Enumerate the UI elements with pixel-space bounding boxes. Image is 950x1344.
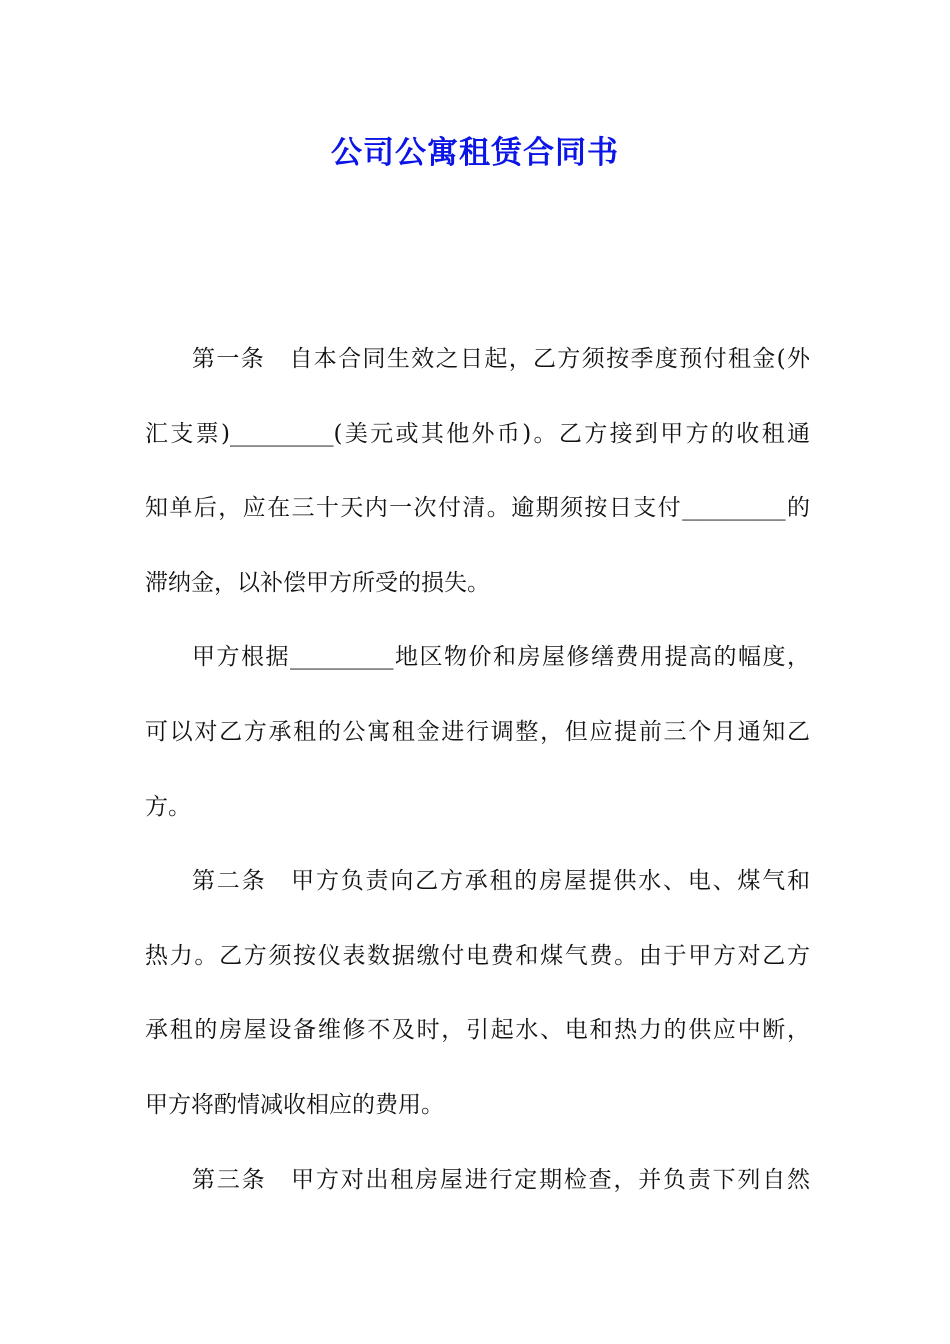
paragraph-line: 热力。乙方须按仪表数据缴付电费和煤气费。由于甲方对乙方 — [145, 942, 810, 969]
paragraph-line: 第三条 甲方对出租房屋进行定期检查，并负责下列自然 — [192, 1166, 810, 1193]
document-body — [145, 336, 810, 1231]
paragraph-line: 滞纳金，以补偿甲方所受的损失。 — [145, 569, 490, 596]
paragraph-line: 甲方根据_________地区物价和房屋修缮费用提高的幅度， — [192, 644, 810, 671]
paragraph-line: 甲方将酌情减收相应的费用。 — [145, 1091, 444, 1118]
paragraph-line: 汇支票)_________(美元或其他外币)。乙方接到甲方的收租通 — [145, 420, 810, 447]
document-title: 公司公寓租赁合同书 — [331, 135, 619, 171]
paragraph-line: 方。 — [145, 793, 191, 820]
paragraph-line: 知单后，应在三十天内一次付清。逾期须按日支付_________的 — [145, 495, 810, 522]
paragraph-line: 可以对乙方承租的公寓租金进行调整，但应提前三个月通知乙 — [145, 718, 810, 745]
paragraph-line: 第一条 自本合同生效之日起，乙方须按季度预付租金(外 — [192, 346, 810, 372]
paragraph-line: 第二条 甲方负责向乙方承租的房屋提供水、电、煤气和 — [192, 868, 810, 895]
paragraph-line: 承租的房屋设备维修不及时，引起水、电和热力的供应中断， — [145, 1017, 810, 1044]
